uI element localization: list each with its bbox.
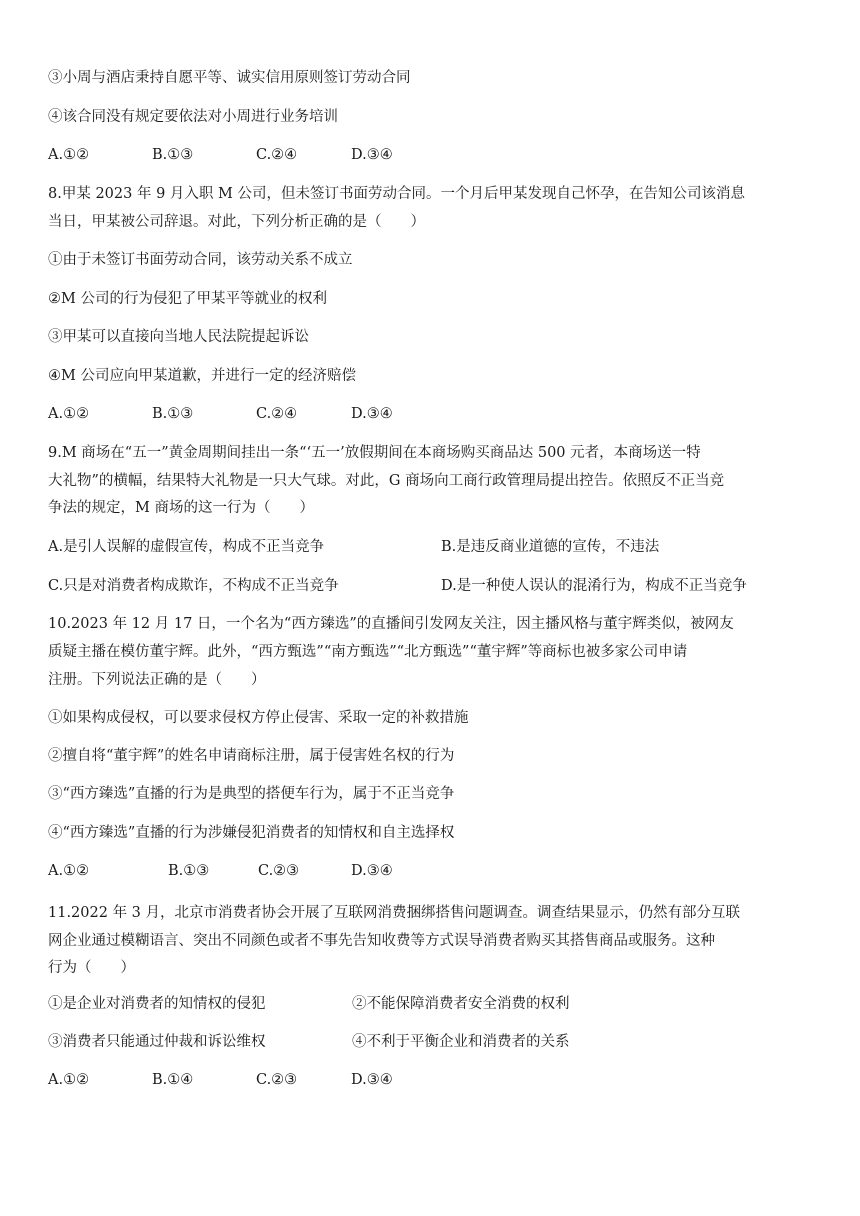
q11-stem-line-2: 网企业通过模糊语言、突出不同颜色或者不事先告知收费等方式误导消费者购买其搭售商品或服务。这种: [48, 933, 715, 949]
q7-item-3: ③小周与酒店秉持自愿平等、诚实信用原则签订劳动合同: [48, 70, 411, 86]
q11-option-a: A.①②: [48, 1072, 90, 1088]
q11-item-2: ②不能保障消费者安全消费的权利: [352, 996, 570, 1012]
q10-item-4: ④“西方臻选”直播的行为涉嫌侵犯消费者的知情权和自主选择权: [48, 825, 455, 841]
q8-option-c: C.②④: [256, 406, 298, 422]
q9-stem-line-3: 争法的规定，M 商场的这一行为（ ）: [48, 500, 314, 516]
q9-option-d: D.是一种使人误认的混淆行为，构成不正当竞争: [441, 578, 747, 594]
q10-stem-line-3: 注册。下列说法正确的是（ ）: [48, 672, 266, 688]
q8-item-1: ①由于未签订书面劳动合同，该劳动关系不成立: [48, 252, 353, 268]
q7-option-b: B.①③: [152, 147, 194, 163]
q11-item-4: ④不利于平衡企业和消费者的关系: [352, 1034, 570, 1050]
q7-item-4: ④该合同没有规定要依法对小周进行业务培训: [48, 109, 338, 125]
q11-option-b: B.①④: [152, 1072, 194, 1088]
q11-stem-line-1: 11.2022 年 3 月，北京市消费者协会开展了互联网消费捆绑搭售问题调查。调查结果显示，仍然有部分互联: [48, 905, 741, 921]
q9-option-a: A.是引人误解的虚假宣传，构成不正当竞争: [48, 539, 325, 555]
q8-option-d: D.③④: [351, 406, 393, 422]
q7-option-a: A.①②: [48, 147, 90, 163]
q8-stem-line-2: 当日，甲某被公司辞退。对此，下列分析正确的是（ ）: [48, 214, 425, 230]
q9-stem-line-1: 9.M 商场在“五一”黄金周期间挂出一条“‘五一’放假期间在本商场购买商品达 500 元者，本商场送一特: [48, 445, 701, 461]
q10-item-2: ②擅自将“董宇辉”的姓名申请商标注册，属于侵害姓名权的行为: [48, 748, 455, 764]
q10-option-b: B.①③: [168, 863, 210, 879]
q11-item-1: ①是企业对消费者的知情权的侵犯: [48, 996, 266, 1012]
q8-item-3: ③甲某可以直接向当地人民法院提起诉讼: [48, 329, 309, 345]
q8-option-b: B.①③: [152, 406, 194, 422]
q10-stem-line-2: 质疑主播在模仿董宇辉。此外，“西方甄选”“南方甄选”“北方甄选”“董宇辉”等商标也被多家公司申请: [48, 644, 688, 660]
q10-option-a: A.①②: [48, 863, 90, 879]
q7-option-c: C.②④: [256, 147, 298, 163]
q7-option-d: D.③④: [351, 147, 393, 163]
q11-item-3: ③消费者只能通过仲裁和诉讼维权: [48, 1034, 266, 1050]
q9-option-c: C.只是对消费者构成欺诈，不构成不正当竞争: [48, 578, 339, 594]
q8-item-2: ②M 公司的行为侵犯了甲某平等就业的权利: [48, 291, 327, 307]
q10-option-c: C.②③: [258, 863, 300, 879]
q11-stem-line-3: 行为（ ）: [48, 960, 135, 976]
q10-item-3: ③“西方臻选”直播的行为是典型的搭便车行为，属于不正当竞争: [48, 786, 455, 802]
q8-option-a: A.①②: [48, 406, 90, 422]
q8-stem-line-1: 8.甲某 2023 年 9 月入职 M 公司，但未签订书面劳动合同。一个月后甲某发现自己怀孕，在告知公司该消息: [48, 186, 745, 202]
q11-option-d: D.③④: [351, 1072, 393, 1088]
q9-option-b: B.是违反商业道德的宣传，不违法: [441, 539, 660, 555]
q9-stem-line-2: 大礼物”的横幅，结果特大礼物是一只大气球。对此，G 商场向工商行政管理局提出控告。依照反不正当竞: [48, 473, 725, 489]
q10-item-1: ①如果构成侵权，可以要求侵权方停止侵害、采取一定的补救措施: [48, 710, 469, 726]
q8-item-4: ④M 公司应向甲某道歉，并进行一定的经济赔偿: [48, 368, 356, 384]
q10-stem-line-1: 10.2023 年 12 月 17 日，一个名为“西方臻选”的直播间引发网友关注，因主播风格与董宇辉类似，被网友: [48, 616, 734, 632]
q10-option-d: D.③④: [351, 863, 393, 879]
q11-option-c: C.②③: [256, 1072, 298, 1088]
